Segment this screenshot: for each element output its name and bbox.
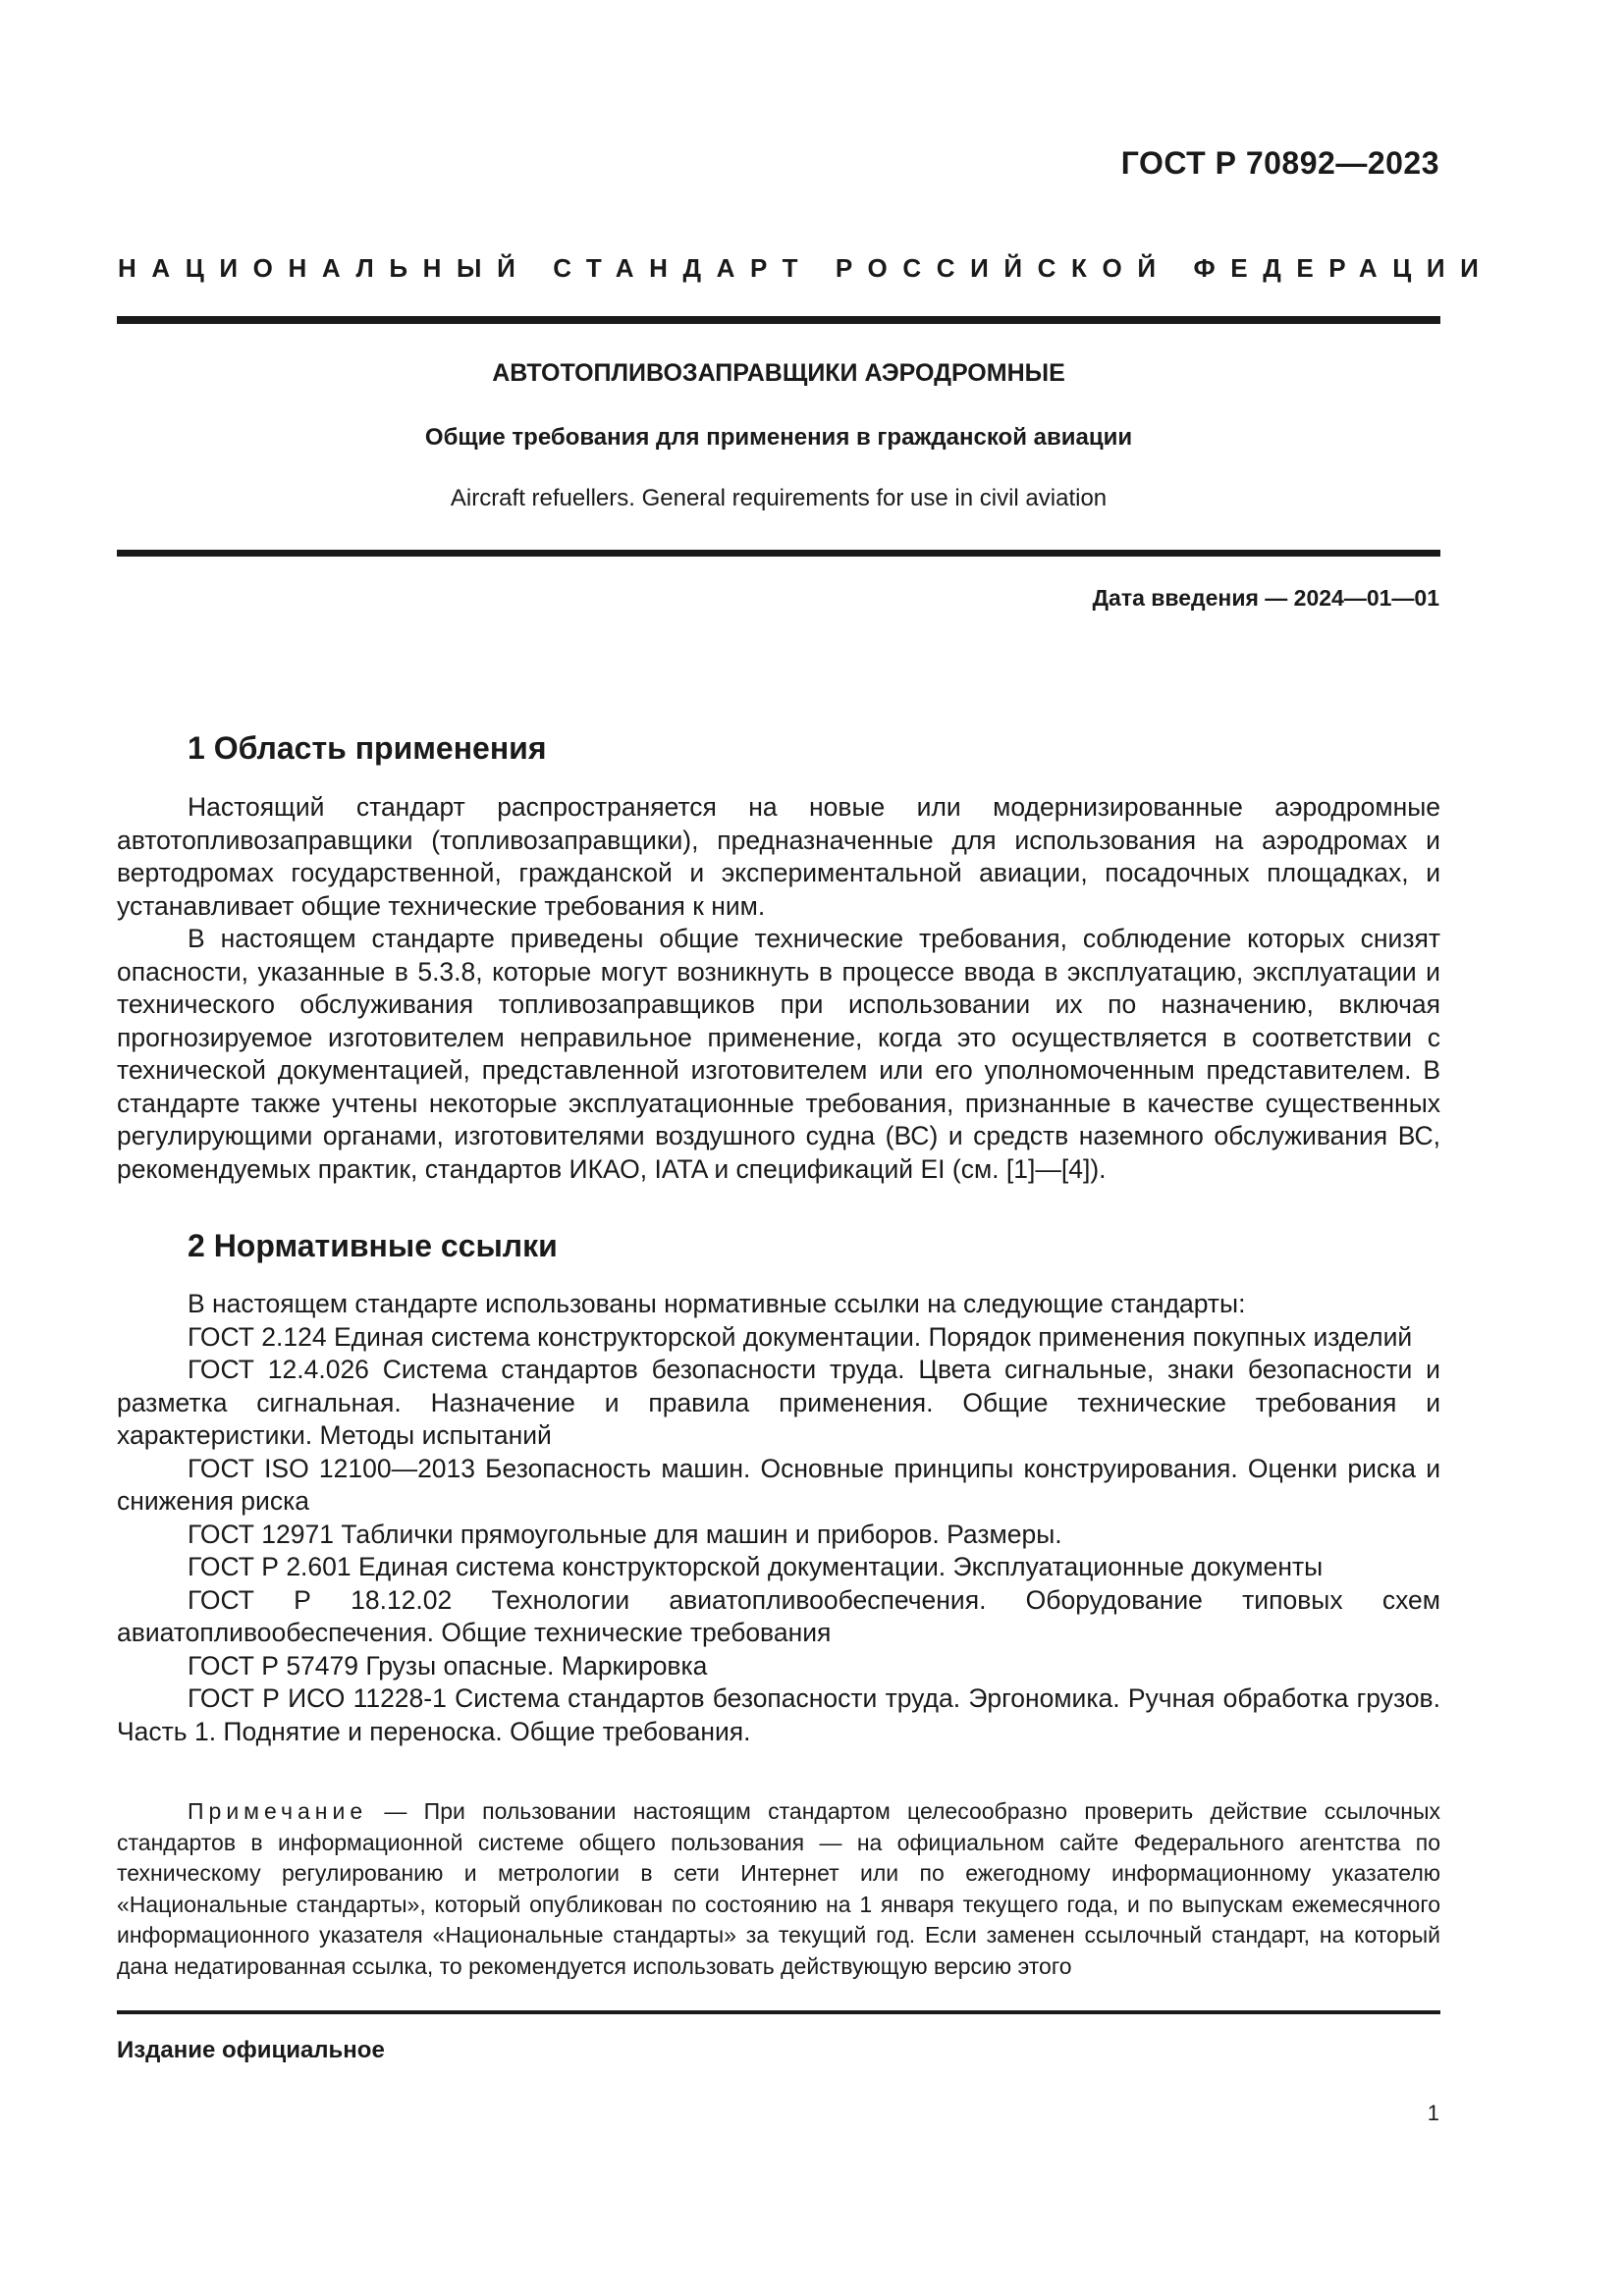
paragraph: Настоящий стандарт распространяется на новые или модернизированные аэродромные автотопливозаправщики (топливозаправщики), предназначенные для использования на аэродромах и вертодромах государственной, гражданской и экспериментальной авиации, посадочных площадках, и устанавливает общие технические требования к ним. (117, 792, 1440, 921)
paragraph: В настоящем стандарте приведены общие технические требования, соблюдение которых снизят опасности, указанные в 5.3.8, которые могут возникнуть в процессе ввода в эксплуатацию, эксплуатации и технического обслуживания топливозаправщиков при использовании их по назначению, включая прогнозируемое изготовителем неправильное применение, когда это осуществляется в соответствии с технической документацией, представленной изготовителем или его уполномоченным представителем. В стандарте также учтены некоторые эксплуатационные требования, признанные в качестве существенных регулирующими органами, изготовителями воздушного судна (ВС) и средств наземного обслуживания ВС, рекомендуемых практик, стандартов ИКАО, IATA и спецификаций EI (см. [1]—[4]). (117, 924, 1440, 1184)
footer-rule (117, 2010, 1440, 2014)
reference-item: ГОСТ Р 2.601 Единая система конструкторской документации. Эксплуатационные документы (188, 1552, 1324, 1581)
reference-item: ГОСТ Р ИСО 11228-1 Система стандартов безопасности труда. Эргономика. Ручная обработка грузов. Часть 1. Поднятие и переноска. Общие требования. (117, 1683, 1440, 1746)
reference-item: ГОСТ 12971 Таблички прямоугольные для машин и приборов. Размеры. (188, 1519, 1062, 1549)
section-1-body (117, 791, 1440, 1186)
reference-item: ГОСТ 12.4.026 Система стандартов безопасности труда. Цвета сигнальные, знаки безопасности и разметка сигнальная. Назначение и правила применения. Общие технические требования и характеристики. Методы испытаний (117, 1355, 1440, 1450)
document-subtitle: Общие требования для применения в гражданской авиации (424, 424, 1133, 451)
reference-item: ГОСТ Р 18.12.02 Технологии авиатопливообеспечения. Оборудование типовых схем авиатопливообеспечения. Общие технические требования (117, 1584, 1440, 1647)
introduction-date: Дата введения — 2024—01—01 (1092, 585, 1439, 611)
note-text: — При пользовании настоящим стандартом целесообразно проверить действие ссылочных стандартов в информационной системе общего пользования — на официальном сайте Федерального агентства по техническому регулированию и метрологии в сети Интернет или по ежегодному информационному указателю «Национальные стандарты», который опубликован по состоянию на 1 января текущего года, и по выпускам ежемесячного информационного указателя «Национальные стандарты» за текущий год. Если заменен ссылочный стандарт, на который дана недатированная ссылка, то рекомендуется использовать действующую версию этого (117, 1798, 1440, 1979)
note-block (117, 1796, 1440, 1983)
doc-number: ГОСТ Р 70892—2023 (1120, 145, 1439, 181)
reference-item: ГОСТ Р 57479 Грузы опасные. Маркировка (188, 1650, 708, 1681)
reference-item: ГОСТ 2.124 Единая система конструкторской документации. Порядок применения покупных изделий (188, 1321, 1413, 1352)
page-number: 1 (1427, 2101, 1439, 2125)
section-2-title: 2 Нормативные ссылки (188, 1228, 558, 1263)
section-1-title: 1 Область применения (188, 730, 547, 766)
reference-item: ГОСТ ISO 12100—2013 Безопасность машин. Основные принципы конструирования. Оценки риска и снижения риска (117, 1453, 1440, 1516)
national-standard-title: НАЦИОНАЛЬНЫЙ СТАНДАРТ РОССИЙСКОЙ ФЕДЕРАЦИИ (118, 253, 1494, 283)
document-title: АВТОТОПЛИВОЗАПРАВЩИКИ АЭРОДРОМНЫЕ (492, 359, 1065, 387)
english-title: Aircraft refuellers. General requirements for use in civil aviation (450, 485, 1108, 511)
official-edition: Издание официальное (117, 2037, 385, 2063)
title-rule (117, 550, 1440, 557)
note-label: Примечание (188, 1798, 368, 1824)
paragraph: В настоящем стандарте использованы нормативные ссылки на следующие стандарты: (188, 1289, 1246, 1318)
header-rule (117, 316, 1440, 324)
section-2-body (117, 1288, 1440, 1748)
